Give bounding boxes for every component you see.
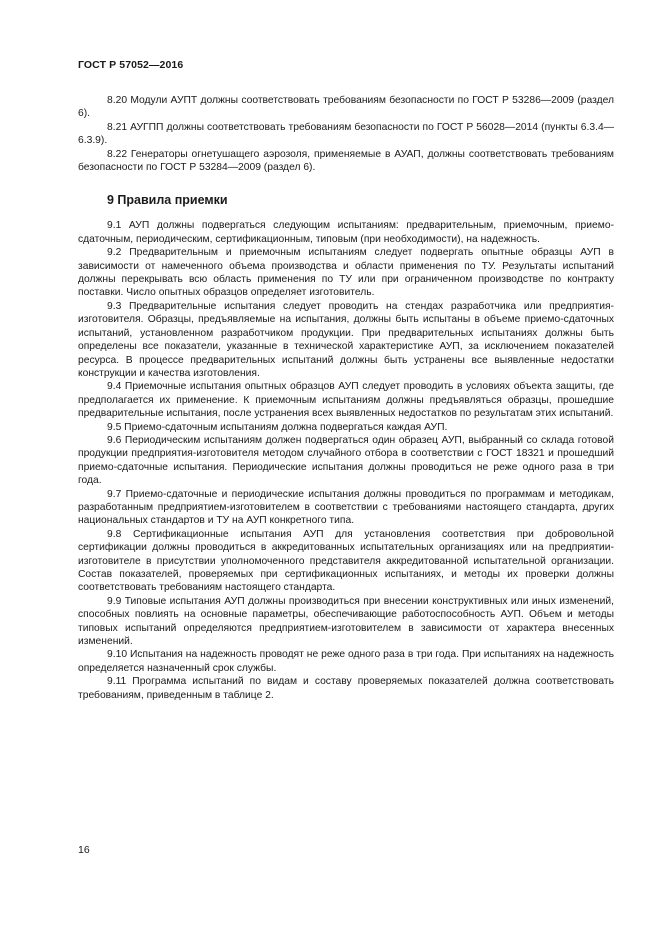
paragraph-9-8: 9.8 Сертификационные испытания АУП для установления соответствия при добровольной сертификации должны проводиться в аккредитованных испытательных организациях или на предприятии-изготовителе в присутствии уполномоченного представителя аккредитованной испытательной организации. Состав показателей, проверяемых при сертификационных испытаниях, и методы их проверки должны соответствовать требованиям настоящего стандарта. [78,528,614,594]
paragraph-9-9: 9.9 Типовые испытания АУП должны производиться при внесении конструктивных или иных изменений, способных повлиять на основные параметры, обеспечивающие работоспособность АУП. Объем и методы типовых испытаний определяются предприятием-изготовителем в зависимости от характера внесенных изменений. [78,595,614,648]
paragraph-9-6: 9.6 Периодическим испытаниям должен подвергаться один образец АУП, выбранный со склада готовой продукции предприятия-изготовителя методом случайного отбора в соответствии с ГОСТ 18321 и прошедший приемо-сдаточные испытания. Периодические испытания должны проводиться не реже одного раза в три года. [78,434,614,487]
paragraph-8-20: 8.20 Модули АУПТ должны соответствовать требованиям безопасности по ГОСТ Р 53286—2009 (раздел 6). [78,95,614,120]
section-title: 9 Правила приемки [107,193,228,208]
paragraph-9-2: 9.2 Предварительным и приемочным испытаниям следует подвергать опытные образцы АУП в зависимости от намеченного объема производства и области применения по ТУ. Результаты испытаний должны перекрывать всю область применения по ТУ или при ограниченном производстве по контракту поставки. Число опытных образцов определяет изготовитель. [78,247,614,299]
paragraph-9-1: 9.1 АУП должны подвергаться следующим испытаниям: предварительным, приемочным, приемо-сдаточным, периодическим, сертификационным, типовым (при необходимости), на надежность. [78,220,614,245]
paragraph-9-3: 9.3 Предварительные испытания следует проводить на стендах разработчика или предприятия-изготовителя. Образцы, предъявляемые на испытания, должны быть испытаны в объеме приемо-сдаточных испытаний, установленном разработчиком продукции. При предварительных испытаниях должны быть определены все показатели, указанные в технической характеристике АУП, за исключением показателей ресурса. В процессе предварительных испытаний должны быть устранены все выявленные недостатки конструкции и качества изготовления. [78,300,614,379]
paragraph-9-10: 9.10 Испытания на надежность проводят не реже одного раза в три года. При испытаниях на надежность определяется назначенный срок службы. [78,649,614,674]
paragraph-9-5: 9.5 Приемо-сдаточным испытаниям должна подвергаться каждая АУП. [107,421,448,433]
document-body [78,94,614,702]
paragraph-8-22: 8.22 Генераторы огнетушащего аэрозоля, применяемые в АУАП, должны соответствовать требованиям безопасности по ГОСТ Р 53284—2009 (раздел 6). [78,148,614,174]
document-code-header: ГОСТ Р 57052—2016 [78,59,184,71]
paragraph-9-11: 9.11 Программа испытаний по видам и составу проверяемых показателей должна соответствовать требованиям, приведенным в таблице 2. [78,676,614,701]
paragraph-9-4: 9.4 Приемочные испытания опытных образцов АУП следует проводить в условиях объекта защиты, где предполагается их применение. К приемочным испытаниям должны предъявляться образцы, прошедшие предварительные испытания, после устранения всех выявленных недостатков по результатам этих испытаний. [78,381,614,420]
paragraph-8-21: 8.21 АУГПП должны соответствовать требованиям безопасности по ГОСТ Р 56028—2014 (пункты 6.3.4—6.3.9). [78,121,614,147]
page-number: 16 [78,844,90,856]
paragraph-9-7: 9.7 Приемо-сдаточные и периодические испытания должны проводиться по программам и методикам, разработанным предприятием-изготовителем в соответствии с требованиями настоящего стандарта, других национальных стандартов и ТУ на АУП конкретного типа. [78,488,614,527]
